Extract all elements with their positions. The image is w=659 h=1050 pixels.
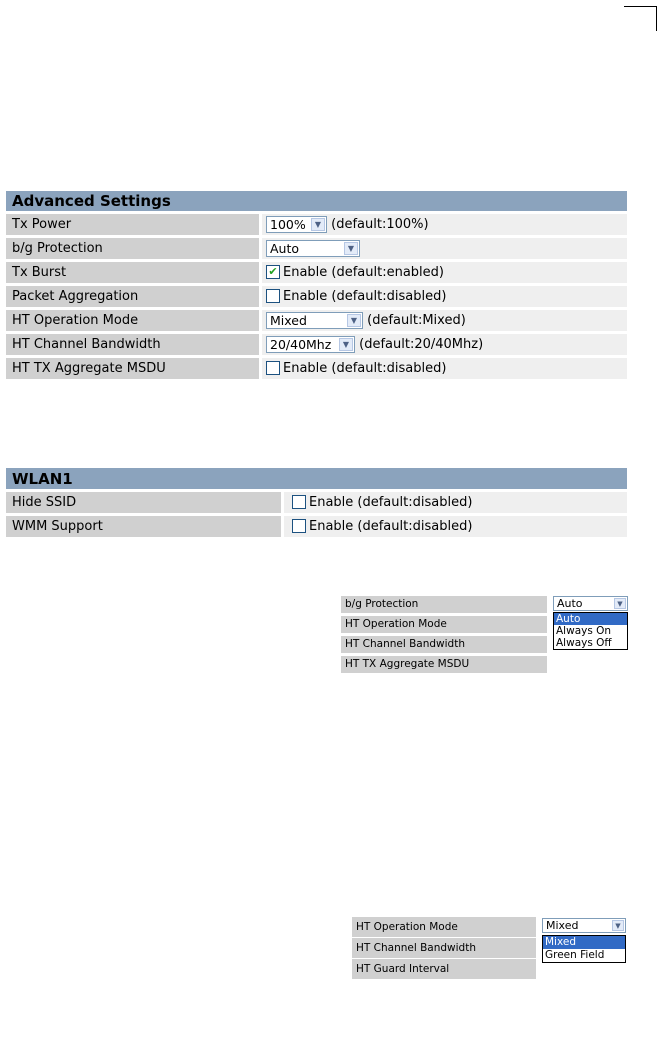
wmm-support-label: WMM Support	[6, 513, 284, 537]
ht-operation-mode-label: HT Operation Mode	[6, 307, 262, 331]
inset1-options-list	[553, 612, 628, 650]
packet-aggregation-note: Enable (default:disabled)	[283, 289, 447, 304]
ht-tx-aggregate-msdu-note: Enable (default:disabled)	[283, 361, 447, 376]
chevron-down-icon[interactable]: ▼	[311, 218, 325, 231]
ht-tx-aggregate-msdu-label: HT TX Aggregate MSDU	[6, 355, 262, 379]
inset2-select-value: Mixed	[546, 919, 579, 932]
page-corner-mark	[624, 6, 657, 31]
wlan1-panel	[6, 468, 627, 537]
check-icon: ✔	[268, 264, 278, 278]
inset2-row-ht-operation-mode: HT Operation Mode	[352, 917, 536, 937]
wmm-support-note: Enable (default:disabled)	[309, 519, 473, 534]
chevron-down-icon[interactable]: ▼	[339, 338, 353, 351]
row-wmm-support	[6, 513, 627, 537]
tx-power-label: Tx Power	[6, 211, 262, 235]
row-ht-operation-mode	[6, 307, 627, 331]
bg-protection-label: b/g Protection	[6, 235, 262, 259]
bg-protection-select[interactable]	[266, 240, 360, 257]
inset1-option-auto[interactable]: Auto	[554, 613, 627, 625]
inset2-row-ht-channel-bandwidth: HT Channel Bandwidth	[352, 938, 536, 958]
tx-burst-label: Tx Burst	[6, 259, 262, 283]
inset1-select-value: Auto	[557, 597, 583, 610]
row-ht-tx-aggregate-msdu	[6, 355, 627, 379]
ht-channel-bandwidth-label: HT Channel Bandwidth	[6, 331, 262, 355]
ht-tx-aggregate-msdu-checkbox[interactable]	[266, 361, 280, 375]
inset2-row-ht-guard-interval: HT Guard Interval	[352, 959, 536, 979]
inset1-row-ht-tx-aggregate-msdu: HT TX Aggregate MSDU	[341, 656, 547, 673]
inset1-option-always-off[interactable]: Always Off	[556, 637, 612, 649]
inset1-row-ht-channel-bandwidth: HT Channel Bandwidth	[341, 636, 547, 653]
ht-channel-bandwidth-value: 20/40Mhz	[270, 337, 332, 352]
tx-burst-checkbox[interactable]	[266, 265, 280, 279]
ht-operation-mode-dropdown-figure	[352, 917, 632, 981]
chevron-down-icon[interactable]: ▼	[344, 242, 358, 255]
tx-power-select[interactable]	[266, 216, 327, 233]
bg-protection-value: Auto	[270, 241, 300, 256]
row-packet-aggregation	[6, 283, 627, 307]
row-hide-ssid	[6, 489, 627, 513]
packet-aggregation-checkbox[interactable]	[266, 289, 280, 303]
tx-power-value: 100%	[270, 217, 306, 232]
inset2-option-green-field[interactable]: Green Field	[545, 949, 605, 961]
hide-ssid-note: Enable (default:disabled)	[309, 495, 473, 510]
advanced-settings-title: Advanced Settings	[6, 191, 627, 211]
inset1-row-bg-protection: b/g Protection	[341, 596, 547, 613]
packet-aggregation-label: Packet Aggregation	[6, 283, 262, 307]
inset1-option-always-on[interactable]: Always On	[556, 625, 612, 637]
row-tx-power	[6, 211, 627, 235]
row-bg-protection	[6, 235, 627, 259]
chevron-down-icon[interactable]: ▼	[347, 314, 361, 327]
tx-power-default: (default:100%)	[331, 217, 429, 232]
advanced-settings-panel	[6, 191, 627, 379]
ht-operation-mode-default: (default:Mixed)	[367, 313, 466, 328]
hide-ssid-checkbox[interactable]	[292, 495, 306, 509]
wlan1-title: WLAN1	[6, 468, 627, 489]
row-ht-channel-bandwidth	[6, 331, 627, 355]
inset1-select[interactable]	[553, 596, 628, 611]
inset2-options-list	[542, 935, 626, 963]
hide-ssid-label: Hide SSID	[6, 489, 284, 513]
inset2-select[interactable]	[542, 918, 626, 933]
chevron-down-icon[interactable]: ▼	[614, 598, 626, 609]
chevron-down-icon[interactable]: ▼	[612, 920, 624, 931]
ht-channel-bandwidth-select[interactable]	[266, 336, 355, 353]
ht-operation-mode-select[interactable]	[266, 312, 363, 329]
row-tx-burst	[6, 259, 627, 283]
inset2-option-mixed[interactable]: Mixed	[543, 936, 625, 949]
ht-channel-bandwidth-default: (default:20/40Mhz)	[359, 337, 484, 352]
tx-burst-note: Enable (default:enabled)	[283, 265, 444, 280]
wmm-support-checkbox[interactable]	[292, 519, 306, 533]
bg-protection-dropdown-figure	[341, 596, 631, 676]
inset1-row-ht-operation-mode: HT Operation Mode	[341, 616, 547, 633]
ht-operation-mode-value: Mixed	[270, 313, 307, 328]
